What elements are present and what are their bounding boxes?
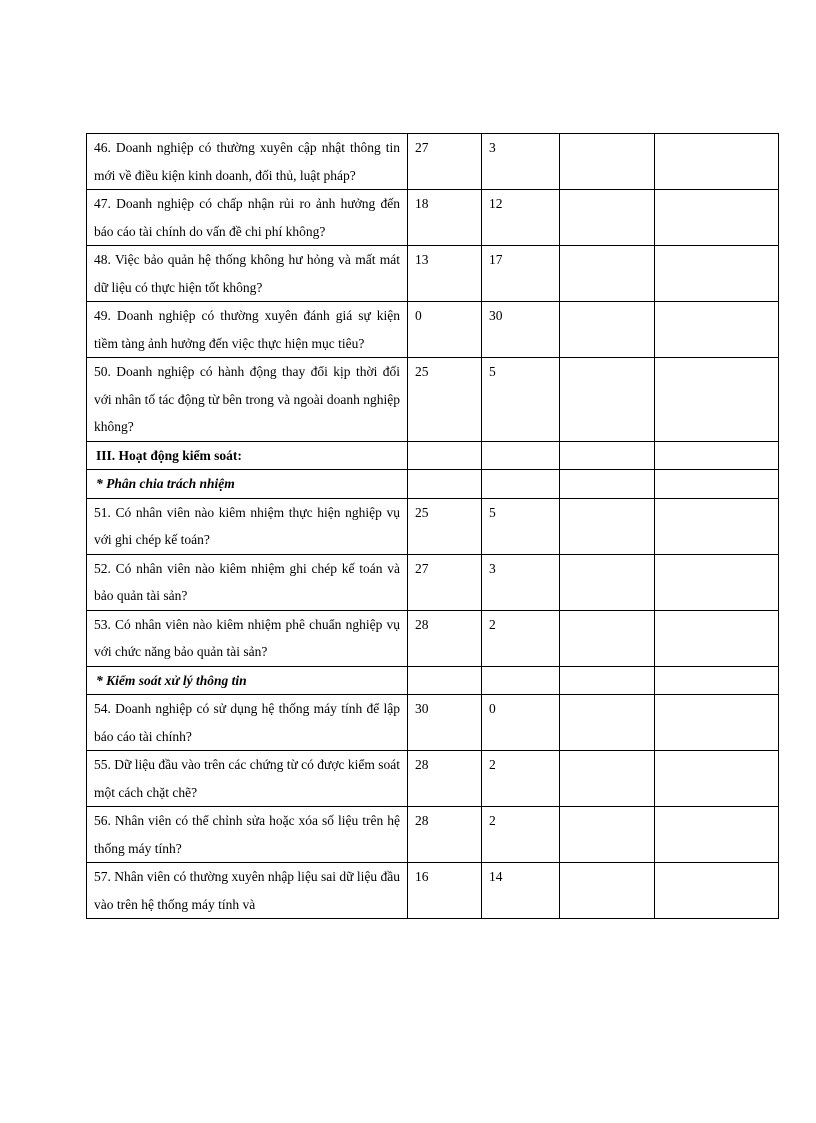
value-cell: 12 bbox=[482, 190, 560, 246]
value-cell: 18 bbox=[408, 190, 482, 246]
empty-cell bbox=[560, 246, 655, 302]
table-row bbox=[87, 246, 779, 302]
empty-cell bbox=[655, 134, 779, 190]
empty-cell bbox=[655, 610, 779, 666]
value-cell: 27 bbox=[408, 554, 482, 610]
empty-cell bbox=[408, 470, 482, 499]
table-row bbox=[87, 498, 779, 554]
empty-cell bbox=[482, 666, 560, 695]
empty-cell bbox=[560, 666, 655, 695]
empty-cell bbox=[560, 863, 655, 919]
empty-cell bbox=[560, 498, 655, 554]
empty-cell bbox=[655, 441, 779, 470]
empty-cell bbox=[560, 751, 655, 807]
value-cell: 3 bbox=[482, 134, 560, 190]
value-cell: 28 bbox=[408, 807, 482, 863]
empty-cell bbox=[560, 470, 655, 499]
subsection-heading: * Kiểm soát xử lý thông tin bbox=[87, 666, 408, 695]
empty-cell bbox=[560, 358, 655, 442]
section-heading: III. Hoạt động kiểm soát: bbox=[87, 441, 408, 470]
table-row bbox=[87, 554, 779, 610]
question-text: 56. Nhân viên có thể chỉnh sửa hoặc xóa số liệu trên hệ thống máy tính? bbox=[87, 807, 408, 863]
value-cell: 25 bbox=[408, 498, 482, 554]
empty-cell bbox=[560, 134, 655, 190]
value-cell: 14 bbox=[482, 863, 560, 919]
subsection-heading: * Phân chia trách nhiệm bbox=[87, 470, 408, 499]
question-text: 47. Doanh nghiệp có chấp nhận rủi ro ảnh hưởng đến báo cáo tài chính do vấn đề chi phí không? bbox=[87, 190, 408, 246]
empty-cell bbox=[655, 695, 779, 751]
value-cell: 25 bbox=[408, 358, 482, 442]
empty-cell bbox=[482, 441, 560, 470]
empty-cell bbox=[408, 666, 482, 695]
empty-cell bbox=[560, 554, 655, 610]
table-row bbox=[87, 807, 779, 863]
empty-cell bbox=[655, 751, 779, 807]
empty-cell bbox=[560, 610, 655, 666]
table-row bbox=[87, 134, 779, 190]
value-cell: 16 bbox=[408, 863, 482, 919]
empty-cell bbox=[655, 554, 779, 610]
empty-cell bbox=[655, 302, 779, 358]
section-row bbox=[87, 441, 779, 470]
table-row bbox=[87, 302, 779, 358]
survey-table bbox=[86, 133, 779, 919]
value-cell: 28 bbox=[408, 610, 482, 666]
value-cell: 0 bbox=[408, 302, 482, 358]
empty-cell bbox=[560, 441, 655, 470]
question-text: 50. Doanh nghiệp có hành động thay đổi kịp thời đối với nhân tố tác động từ bên trong và ngoài doanh nghiệp không? bbox=[87, 358, 408, 442]
question-text: 49. Doanh nghiệp có thường xuyên đánh giá sự kiện tiềm tàng ảnh hưởng đến việc thực hiện mục tiêu? bbox=[87, 302, 408, 358]
empty-cell bbox=[655, 358, 779, 442]
empty-cell bbox=[560, 807, 655, 863]
empty-cell bbox=[408, 441, 482, 470]
empty-cell bbox=[655, 807, 779, 863]
table-row bbox=[87, 863, 779, 919]
value-cell: 0 bbox=[482, 695, 560, 751]
value-cell: 30 bbox=[408, 695, 482, 751]
value-cell: 3 bbox=[482, 554, 560, 610]
value-cell: 17 bbox=[482, 246, 560, 302]
empty-cell bbox=[560, 190, 655, 246]
table-row bbox=[87, 358, 779, 442]
value-cell: 5 bbox=[482, 498, 560, 554]
question-text: 55. Dữ liệu đầu vào trên các chứng từ có được kiểm soát một cách chặt chẽ? bbox=[87, 751, 408, 807]
question-text: 54. Doanh nghiệp có sử dụng hệ thống máy tính để lập báo cáo tài chính? bbox=[87, 695, 408, 751]
empty-cell bbox=[655, 470, 779, 499]
empty-cell bbox=[560, 302, 655, 358]
question-text: 57. Nhân viên có thường xuyên nhập liệu sai dữ liệu đầu vào trên hệ thống máy tính và bbox=[87, 863, 408, 919]
empty-cell bbox=[655, 666, 779, 695]
value-cell: 30 bbox=[482, 302, 560, 358]
empty-cell bbox=[655, 863, 779, 919]
question-text: 48. Việc bảo quản hệ thống không hư hỏng và mất mát dữ liệu có thực hiện tốt không? bbox=[87, 246, 408, 302]
empty-cell bbox=[560, 695, 655, 751]
value-cell: 2 bbox=[482, 610, 560, 666]
question-text: 52. Có nhân viên nào kiêm nhiệm ghi chép kế toán và bảo quản tài sản? bbox=[87, 554, 408, 610]
empty-cell bbox=[655, 498, 779, 554]
value-cell: 27 bbox=[408, 134, 482, 190]
question-text: 46. Doanh nghiệp có thường xuyên cập nhật thông tin mới về điều kiện kinh doanh, đối thủ, luật pháp? bbox=[87, 134, 408, 190]
question-text: 53. Có nhân viên nào kiêm nhiệm phê chuẩn nghiệp vụ với chức năng bảo quản tài sản? bbox=[87, 610, 408, 666]
value-cell: 13 bbox=[408, 246, 482, 302]
subsection-row bbox=[87, 666, 779, 695]
table-row bbox=[87, 610, 779, 666]
empty-cell bbox=[482, 470, 560, 499]
value-cell: 28 bbox=[408, 751, 482, 807]
table-row bbox=[87, 190, 779, 246]
subsection-row bbox=[87, 470, 779, 499]
table-row bbox=[87, 751, 779, 807]
empty-cell bbox=[655, 190, 779, 246]
value-cell: 2 bbox=[482, 807, 560, 863]
value-cell: 2 bbox=[482, 751, 560, 807]
question-text: 51. Có nhân viên nào kiêm nhiệm thực hiện nghiệp vụ với ghi chép kế toán? bbox=[87, 498, 408, 554]
table-row bbox=[87, 695, 779, 751]
value-cell: 5 bbox=[482, 358, 560, 442]
empty-cell bbox=[655, 246, 779, 302]
